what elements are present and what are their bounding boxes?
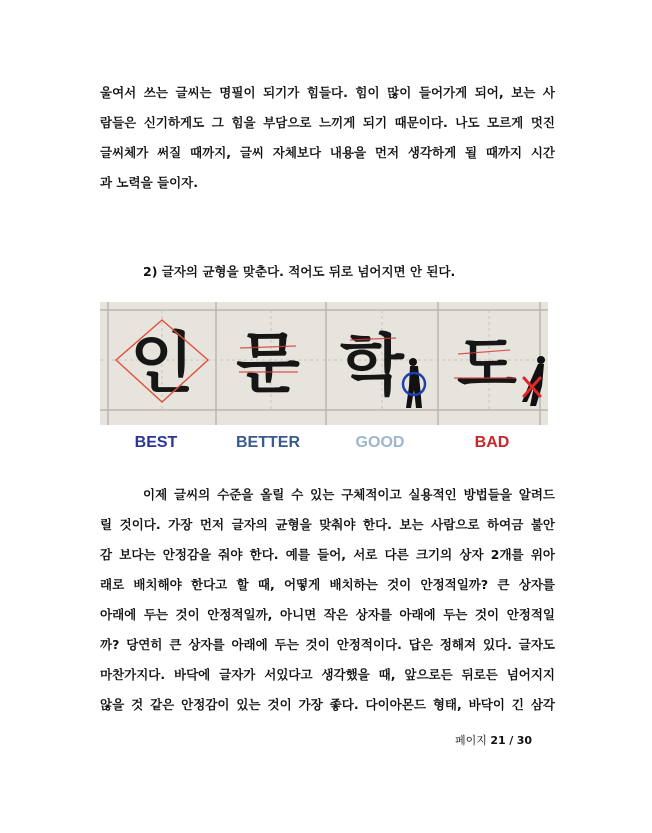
text-line: 울여서 쓰는 글씨는 명필이 되기가 힘들다. 힘이 많이 들어가게 되어, 보는 사 [100,85,555,100]
rank-labels [100,431,548,455]
section-subheading: 2) 글자의 균형을 맞춘다. 적어도 뒤로 넘어지면 안 된다. [143,264,456,279]
body-paragraph-1 [100,78,555,198]
char-3: 학 [340,326,404,404]
page-total: 30 [516,734,533,747]
page-current: 21 [490,734,506,747]
body-paragraph-2 [100,480,555,720]
page-separator: / [509,734,514,747]
page-label: 페이지 [455,734,487,747]
text-line: 릴 것이다. 가장 먼저 글자의 균형을 맞춰야 한다. 보는 사람으로 하여금 불안 [100,517,555,532]
char-2: 문 [236,324,300,402]
char-1: 인 [130,324,194,402]
text-line: 아래에 두는 것이 안정적일까, 아니면 작은 상자를 아래에 두는 것이 안정적일 [100,607,555,622]
rank-label-better: BETTER [236,434,300,451]
text-line: 감 보다는 안정감을 줘야 한다. 예를 들어, 서로 다른 크기의 상자 2개를 위아 [100,547,555,562]
page-number [455,733,555,749]
text-line: 마찬가지다. 바닥에 글자가 서있다고 생각했을 때, 앞으로든 뒤로든 넘어지지 [100,667,555,682]
text-line: 이제 글씨의 수준을 올릴 수 있는 구체적이고 실용적인 방법들을 알려드 [143,487,555,502]
text-line: 까? 당연히 큰 상자를 아래에 두는 것이 안정적이다. 답은 정해져 있다. 글자도 [100,637,555,652]
rank-label-best: BEST [134,434,178,451]
text-line: 래로 배치해야 한다고 할 때, 어떻게 배치하는 것이 안정적일까? 큰 상자를 [100,577,555,592]
calligraphy-photo [100,302,548,425]
text-line: 글씨체가 써질 때까지, 글씨 자체보다 내용을 먼저 생각하게 될 때까지 시간 [100,145,555,160]
char-4: 도 [457,328,517,401]
rank-label-bad: BAD [474,434,510,451]
text-line: 과 노력을 들이자. [100,175,198,190]
text-line: 않을 것 같은 안정감이 있는 것이 가장 좋다. 다이아몬드 형태, 바닥이 긴 삼각 [100,697,555,712]
text-line: 람들은 신기하게도 그 힘을 부담으로 느끼게 되기 때문이다. 나도 모르게 멋진 [100,115,555,130]
rank-label-good: GOOD [355,434,405,451]
